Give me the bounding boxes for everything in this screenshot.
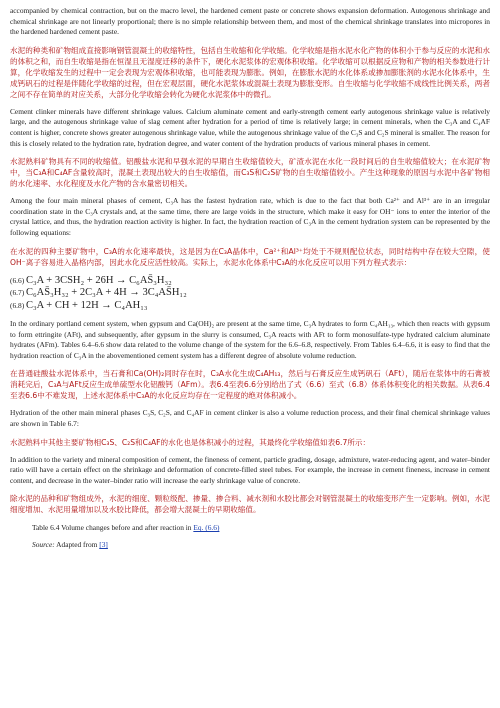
document-page (10, 6, 490, 550)
equation-6-8 (10, 300, 490, 313)
equation-6-7 (10, 287, 490, 300)
equation-body: C₃A + 3CSH₂ + 26H → C₆AS̄₃H₃₂ (26, 274, 172, 286)
paragraph-en-2: Cement clinker minerals have different shrinkage values. Calcium aluminate cement and early-strength cement early autogenous shrinkage value is relatively large, and the autogenous shrinkage value of slag cement after hydration for a period of time is relatively large; in cement minerals, when the C₃A and C₄AF content is higher, concrete shows greater autogenous shrinkage value, while the autogenous shrinkage value of the C₃S and C₂S mineral is smaller. The reason for this is closely related to the hydration rate, hydration degree, and water content of the hydration products of various mineral phases in cement. (10, 106, 490, 148)
paragraph-zh-4: 在普通硅酸盐水泥体系中，当石膏和Ca(OH)₂同时存在时，C₃A水化生成C₄AH₁₃，然后与石膏反应生成钙矾石（AFt），随后在浆体中的石膏被消耗完后，C₃A与AFt反应生成单硫型水化铝酸钙（AFm）。表6.4至表6.6分别给出了式（6.6）至式（6.8）体系体积变化的相关数据。从表6.4至表6.6中不难发现，上述水泥体系中C₃A的水化反应均存在一定程度的绝对体积减小。 (10, 369, 490, 401)
equation-body: C₆AS̄₃H₃₂ + 2C₃A + 4H → 3C₄AS̄H₁₂ (26, 287, 187, 299)
paragraph-en-4: In the ordinary portland cement system, when gypsum and Ca(OH)₂ are present at the same time, C₃A hydrates to form C₄AH₁₃, which then reacts with gypsum to form ettringite (AFt), and subsequently, after gypsum in the slurry is consumed, C₃A reacts with AFt to form monosulfate-type hydrated calcium aluminate hydrates (AFm). Tables 6.4–6.6 show data related to the volume change of the system for the 6.6–6.8, respectively. From Tables 6.4–6.6, it is easy to find that the hydration reaction of C₃A in the abovementioned cement system has a different degree of absolute volume reduction. (10, 319, 490, 360)
table-caption (32, 522, 490, 533)
table-caption-label: Table 6.4 Volume changes before and after reaction in (32, 523, 194, 533)
equation-link[interactable]: Eq. (6.6) (193, 523, 220, 533)
equation-number: (6.7) (10, 288, 25, 298)
equation-number: (6.8) (10, 300, 25, 310)
paragraph-en-6: In addition to the variety and mineral composition of cement, the fineness of cement, particle grading, dosage, admixture, water-reducing agent, and water–binder ratio will have a certain effect on the shrinkage and deformation of concrete-filled steel tubes. For example, the increase in cement fineness, increase in cement content, and decrease in the water–binder ratio will increase the early shrinkage value of concrete. (10, 454, 490, 485)
equation-number: (6.6) (10, 275, 25, 285)
reference-link[interactable]: [3] (99, 540, 108, 550)
paragraph-zh-1: 水泥的种类和矿物组成直接影响钢管混凝土的收缩特性，包括自生收缩和化学收缩。化学收缩是指水泥水化产物的体积小于参与反应的水泥和水的体积之和，而自生收缩是指在恒湿且无湿度迁移的条件下，硬化水泥浆体的宏观体积收缩。化学收缩可以根据反应物和产物的相关参数进行计算，化学收缩发生的过程中一定会表现为宏观体积收缩，也可能表现为膨胀。例如，在膨胀水泥的水化体系或掺加膨胀剂的水泥水化体系中，生成钙矾石的过程是伴随化学收缩的过程，但在宏观层面，硬化水泥浆体或混凝土表现为膨胀变形。自生收缩与化学收缩不成线性比例关系，两者之间不存在简单的对应关系，大部分化学收缩会转化为硬化水泥浆体中的微孔。 (10, 45, 490, 99)
equation-6-6 (10, 275, 490, 288)
paragraph-zh-2: 水泥熟料矿物具有不同的收缩值。铝酸盐水泥和早强水泥的早期自生收缩值较大，矿渣水泥在水化一段时间后的自生收缩值较大；在水泥矿物中，当C₃A和C₄AF含量较高时，混凝土表现出较大的自生收缩值，而C₃S和C₂S矿物的自生收缩值较小。产生这种现象的原因与水泥中各矿物相的水化速率、水化程度及水化产物的含水量密切相关。 (10, 157, 490, 189)
paragraph-zh-3: 在水泥的四种主要矿物中，C₃A的水化速率最快，这是因为在C₃A晶体中，Ca²⁺和Al³⁺均处于不规则配位状态，同时结构中存在较大空隙，使OH⁻离子容易进入晶格内部，因此水化反应活性较高。实际上，水泥水化体系中C₃A的水化反应可以用下列方程式表示： (10, 246, 490, 267)
equation-body: C₃A + CH + 12H → C₄AH₁₃ (26, 299, 148, 311)
equation-block (10, 275, 490, 313)
source-text: Adapted from (54, 540, 100, 550)
table-source (32, 539, 490, 550)
source-label: Source: (32, 540, 55, 550)
paragraph-zh-6: 除水泥的品种和矿物组成外，水泥的细度、颗粒级配、掺量、掺合料、减水剂和水胶比都会对钢管混凝土的收缩变形产生一定影响。例如，水泥细度增加、水泥用量增加以及水胶比降低，都会增大混凝土的早期收缩值。 (10, 494, 490, 515)
paragraph-en-1: accompanied by chemical contraction, but on the macro level, the hardened cement paste or concrete shows expansion deformation. Autogenous shrinkage and chemical shrinkage are not linearly proportional; there is no simple relationship between them, and most of the chemical shrinkage translates into micropores in the hardened hardened cement paste. (10, 6, 490, 37)
paragraph-en-5: Hydration of the other main mineral phases C₃S, C₂S, and C₄AF in cement clinker is also a volume reduction process, and their final chemical shrinkage values are shown in Table 6.7: (10, 408, 490, 428)
paragraph-zh-5: 水泥熟料中其他主要矿物相C₃S、C₂S和C₄AF的水化也是体积减小的过程，其最终化学收缩值如表6.7所示： (10, 437, 371, 447)
paragraph-en-3: Among the four main mineral phases of cement, C₃A has the fastest hydration rate, which is due to the fact that both Ca²⁺ and Al³⁺ are in an irregular coordination state in the C₃A crystals and, at the same time, there are large voids in the structure, which make it easy for OH⁻ ions to enter the interior of the crystal lattice, and thus, the hydration reaction activity is higher. In fact, the hydration reaction of C₃A in the cement hydration system can be represented by the following equations: (10, 196, 490, 237)
